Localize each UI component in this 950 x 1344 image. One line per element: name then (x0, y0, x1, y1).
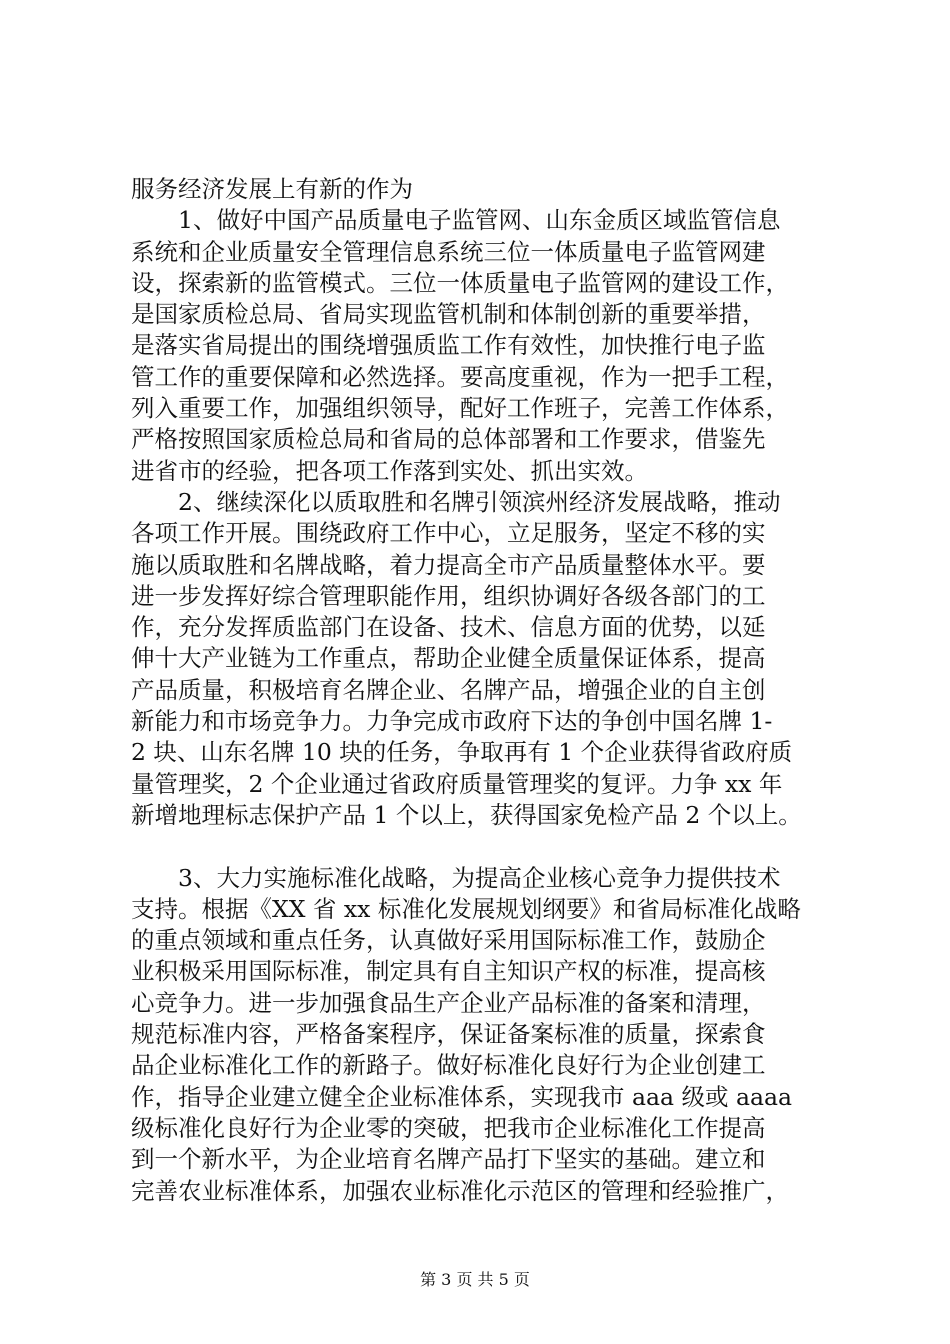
text-line: 新增地理标志保护产品 1 个以上，获得国家免检产品 2 个以上。 (131, 800, 802, 829)
text-line: 到一个新水平，为企业培育名牌产品打下坚实的基础。建立和 (131, 1145, 766, 1174)
text-line: 作，指导企业建立健全企业标准体系，实现我市 aaa 级或 aaaa (131, 1082, 792, 1111)
text-line: 严格按照国家质检总局和省局的总体部署和工作要求，借鉴先 (131, 425, 766, 454)
text-line: 施以质取胜和名牌战略，着力提高全市产品质量整体水平。要 (131, 550, 766, 579)
text-line: 的重点领域和重点任务，认真做好采用国际标准工作，鼓励企 (131, 926, 766, 955)
text-line: 管工作的重要保障和必然选择。要高度重视，作为一把手工程， (131, 362, 789, 391)
document-body (131, 174, 831, 1207)
text-line: 进省市的经验，把各项工作落到实处、抓出实效。 (131, 456, 648, 485)
paragraph-1-line: 1、做好中国产品质量电子监管网、山东金质区域监管信息 (178, 206, 781, 235)
paragraph-2-line: 2、继续深化以质取胜和名牌引领滨州经济发展战略，推动 (178, 487, 781, 516)
text-line: 规范标准内容，严格备案程序，保证备案标准的质量，探索食 (131, 1020, 766, 1049)
text-line: 心竞争力。进一步加强食品生产企业产品标准的备案和清理， (131, 988, 766, 1017)
text-line: 产品质量，积极培育名牌企业、名牌产品，增强企业的自主创 (131, 675, 766, 704)
text-line: 作，充分发挥质监部门在设备、技术、信息方面的优势，以延 (131, 613, 766, 642)
text-line: 业积极采用国际标准，制定具有自主知识产权的标准，提高核 (131, 957, 766, 986)
text-line: 量管理奖，2 个企业通过省政府质量管理奖的复评。力争 xx 年 (131, 769, 783, 798)
text-line: 是国家质检总局、省局实现监管机制和体制创新的重要举措， (131, 300, 766, 329)
text-line: 伸十大产业链为工作重点，帮助企业健全质量保证体系，提高 (131, 644, 766, 673)
paragraph-3-line: 3、大力实施标准化战略，为提高企业核心竞争力提供技术 (178, 863, 781, 892)
text-line: 系统和企业质量安全管理信息系统三位一体质量电子监管网建 (131, 237, 766, 266)
text-line: 2 块、山东名牌 10 块的任务，争取再有 1 个企业获得省政府质 (131, 738, 793, 767)
text-line: 级标准化良好行为企业零的突破，把我市企业标准化工作提高 (131, 1113, 766, 1142)
text-line: 进一步发挥好综合管理职能作用，组织协调好各级各部门的工 (131, 581, 766, 610)
text-line: 完善农业标准体系，加强农业标准化示范区的管理和经验推广， (131, 1176, 789, 1205)
text-line: 各项工作开展。围绕政府工作中心，立足服务，坚定不移的实 (131, 519, 766, 548)
text-line: 列入重要工作，加强组织领导，配好工作班子，完善工作体系， (131, 394, 789, 423)
page-number: 第 3 页 共 5 页 (420, 1270, 530, 1289)
text-line: 设，探索新的监管模式。三位一体质量电子监管网的建设工作， (131, 268, 789, 297)
text-line: 是落实省局提出的围绕增强质监工作有效性，加快推行电子监 (131, 331, 766, 360)
paragraph-gap (131, 831, 831, 862)
text-line: 服务经济发展上有新的作为 (131, 175, 413, 203)
text-line: 品企业标准化工作的新路子。做好标准化良好行为企业创建工 (131, 1051, 766, 1080)
text-line: 支持。根据《XX 省 xx 标准化发展规划纲要》和省局标准化战略 (131, 894, 801, 923)
text-line: 新能力和市场竞争力。力争完成市政府下达的争创中国名牌 1- (131, 707, 773, 736)
